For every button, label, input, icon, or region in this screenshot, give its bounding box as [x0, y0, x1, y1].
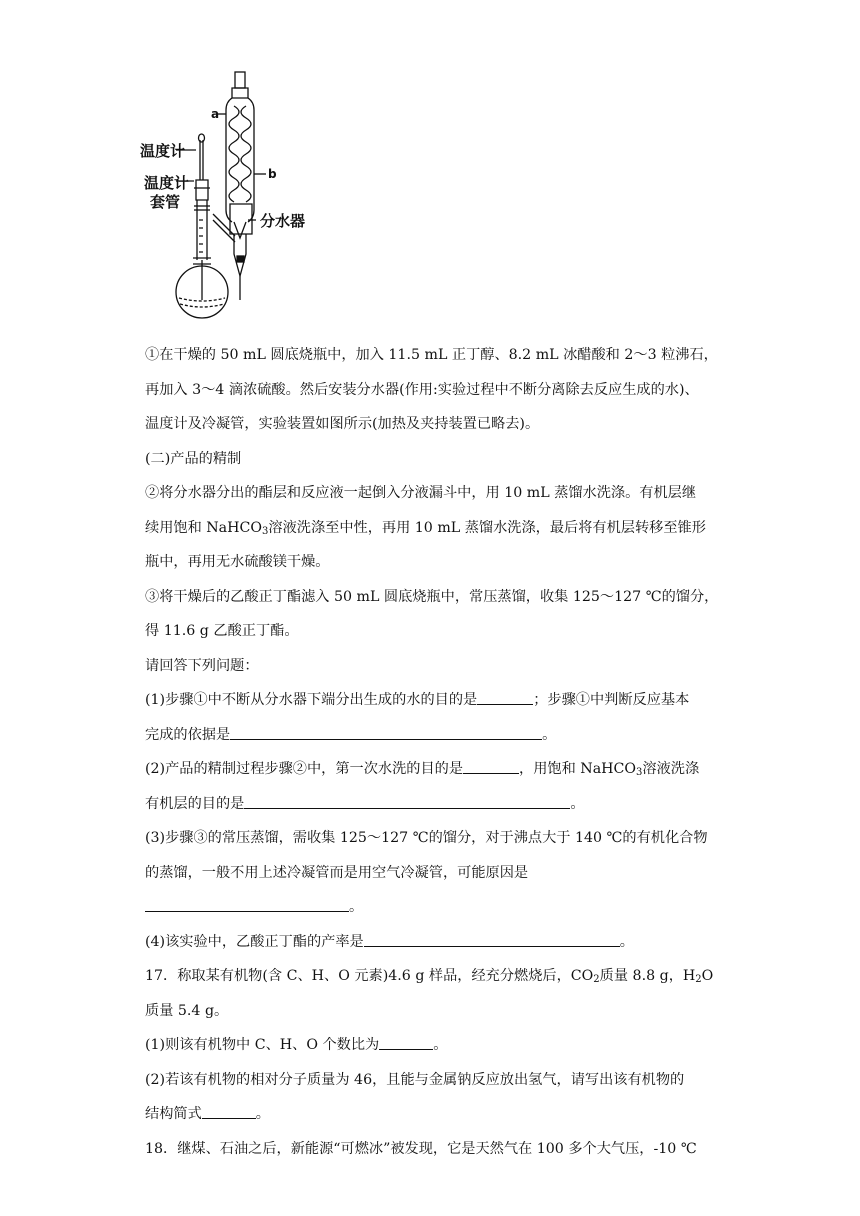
label-thermometer-sleeve-1: 温度计: [144, 174, 190, 192]
step2-line3: 瓶中，再用无水硫酸镁干燥。: [145, 554, 330, 570]
answer-blank[interactable]: [202, 1104, 256, 1119]
step1-line1: ①在干燥的 50 mL 圆底烧瓶中，加入 11.5 mL 正丁醇、8.2 mL 冰醋酸和 2～3 粒沸石，: [145, 347, 718, 363]
answer-prompt: 请回答下列问题：: [145, 657, 259, 674]
q3-line3: 。: [145, 890, 725, 925]
answer-blank[interactable]: [477, 690, 533, 705]
answer-blank[interactable]: [145, 897, 349, 912]
q4-line: (4)该实验中，乙酸正丁酯的产率是 。: [145, 933, 634, 950]
p17-line2: 质量 5.4 g。: [145, 1002, 229, 1019]
q3-line1: (3)步骤③的常压蒸馏，需收集 125～127 ℃的馏分，对于沸点大于 140 ℃的有机化合物: [145, 830, 708, 846]
q2-line1: (2)产品的精制过程步骤②中，第一次水洗的目的是 ，用饱和 NaHCO$_3$溶液洗涤: [145, 761, 700, 778]
apparatus-figure: [138, 70, 338, 322]
q1-line1: (1)步骤①中不断从分水器下端分出生成的水的目的是 ；步骤①中判断反应基本: [145, 692, 690, 708]
p17-q2-line1: (2)若该有机物的相对分子质量为 46，且能与金属钠反应放出氢气，请写出该有机物的: [145, 1071, 685, 1088]
answer-blank[interactable]: [244, 794, 570, 809]
step2-line1: ②将分水器分出的酯层和反应液一起倒入分液漏斗中，用 10 mL 蒸馏水洗涤。有机层继: [145, 485, 697, 501]
p17-q1: (1)则该有机物中 C、H、O 个数比为 。: [145, 1037, 448, 1053]
answer-blank[interactable]: [230, 725, 542, 740]
q1-line2: 完成的依据是 。: [145, 726, 557, 743]
label-separator: 分水器: [260, 212, 306, 230]
label-thermometer-sleeve-2: 套管: [150, 193, 181, 211]
step3-line1: ③将干燥后的乙酸正丁酯滤入 50 mL 圆底烧瓶中，常压蒸馏，收集 125～127 ℃的馏分，: [145, 588, 719, 605]
label-b: b: [268, 167, 277, 181]
step1-line3: 温度计及冷凝管，实验装置如图所示(加热及夹持装置已略去)。: [145, 416, 540, 432]
step2-line2: 续用饱和 NaHCO$_3$溶液洗涤至中性，再用 10 mL 蒸馏水洗涤，最后将有机层转移至锥形: [145, 519, 706, 537]
answer-blank[interactable]: [364, 932, 620, 947]
label-thermometer: 温度计: [140, 142, 186, 160]
q2-line2: 有机层的目的是 。: [145, 795, 585, 812]
answer-blank[interactable]: [463, 759, 519, 774]
q3-line2: 的蒸馏，一般不用上述冷凝管而是用空气冷凝管，可能原因是: [145, 864, 529, 881]
section2-title: (二)产品的精制: [145, 450, 242, 467]
answer-blank[interactable]: [379, 1035, 433, 1050]
p18-line1: 18．继煤、石油之后，新能源“可燃冰”被发现，它是天然气在 100 多个大气压，-10 ℃: [145, 1140, 697, 1157]
p17-line1: 17．称取某有机物(含 C、H、O 元素)4.6 g 样品，经充分燃烧后，$CO_2$质量 8.8 g，$H_2O$: [145, 968, 714, 985]
p17-q2-line2: 结构简式 。: [145, 1106, 270, 1122]
step3-line2: 得 11.6 g 乙酸正丁酯。: [145, 623, 299, 639]
step1-line2: 再加入 3～4 滴浓硫酸。然后安装分水器(作用:实验过程中不断分离除去反应生成的水)、: [145, 381, 699, 398]
document-text: [145, 338, 725, 1166]
label-a: a: [211, 107, 220, 121]
